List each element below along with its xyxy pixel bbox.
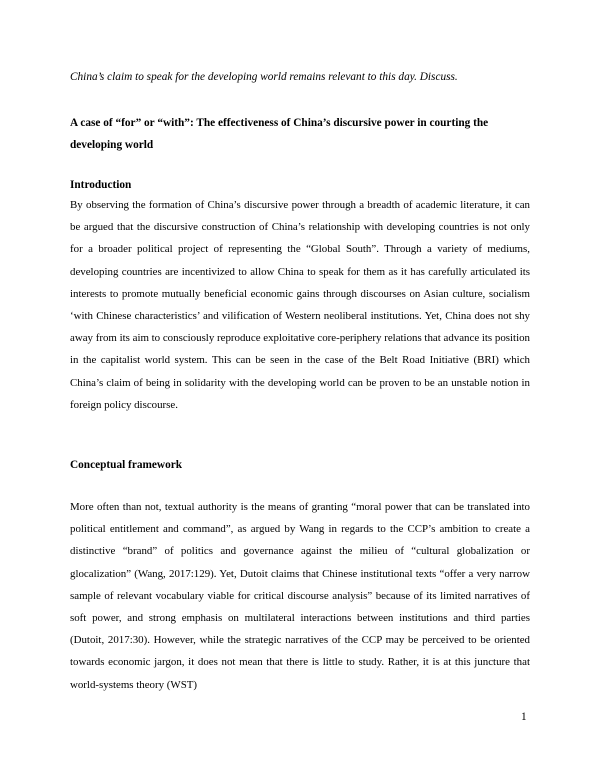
conceptual-framework-paragraph: More often than not, textual authority is the means of granting “moral power that can be translated into political entitlement and command”, as argued by Wang in regards to the CCP’s ambition to create a distinctive “brand” of politics and governance against the milieu of “cultural globalization or glocalization” (Wang, 2017:129). Yet, Dutoit claims that Chinese institutional texts “offer a very narrow sample of relevant vocabulary viable for critical discourse analysis” because of its limited narratives of soft power, and strong emphasis on multilateral interactions between institutions and third parties (Dutoit, 2017:30). However, while the strategic narratives of the CCP may be perceived to be oriented towards economic jargon, it does not mean that there is little to study. Rather, it is at this juncture that world-systems theory (WST) [70,501,530,691]
section-heading-conceptual-framework: Conceptual framework [70,459,183,471]
introduction-paragraph: By observing the formation of China’s discursive power through a breadth of academic literature, it can be argued that the discursive construction of China’s relationship with developing countries is not only for a broader political project of representing the “Global South”. Through a variety of mediums, developing countries are incentivized to allow China to speak for them as it has carefully articulated its interests to promote mutually beneficial economic gains through discourses on Asian culture, socialism ‘with Chinese characteristics’ and vilification of Western neoliberal institutions. Yet, China does not shy away from its aim to consciously reproduce exploitative core-periphery relations that advance its position in the capitalist world system. This can be seen in the case of the Belt Road Initiative (BRI) which China’s claim of being in solidarity with the developing world can be proven to be an unstable notion in foreign policy discourse. [70,199,530,411]
essay-title: A case of “for” or “with”: The effectiveness of China’s discursive power in courting the developing world [70,117,489,151]
section-heading-introduction: Introduction [70,179,132,191]
essay-prompt: China’s claim to speak for the developing world remains relevant to this day. Discuss. [70,71,458,83]
page-number: 1 [521,711,527,723]
